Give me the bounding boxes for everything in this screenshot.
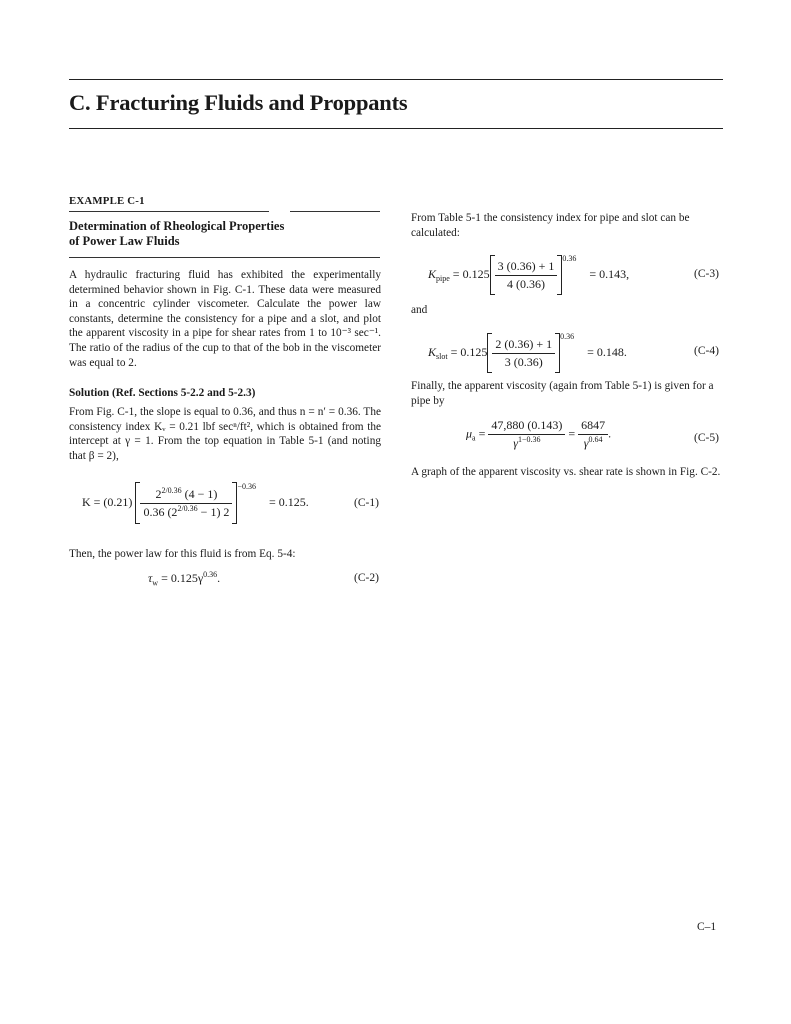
example-title-line2: of Power Law Fluids <box>69 234 180 248</box>
example-label: EXAMPLE C-1 <box>69 195 145 207</box>
example-title <box>69 219 284 249</box>
c5-fraction-1: $\frac{47,880 (0.143)}{\gamma^{1-0.36}}$ <box>488 418 565 451</box>
c5-fraction-2: $\frac{6847}{\gamma^{0.64}}$ <box>578 418 608 451</box>
equation-c4: $K_{slot} = 0.125$ $\frac{2 (0.36) + 1}{3 (0.36)}$ $^{0.36}$ = 0.148. <box>428 333 627 373</box>
title-underline-rule <box>69 128 723 129</box>
problem-statement: A hydraulic fracturing fluid has exhibited the experimentally determined behavior shown in Fig. C-1. These data were measured in a concentric cylinder viscometer. Calculate the power law constants, determine the consistency for a pipe and a slot, and plot the apparent viscosity in a pipe for shear rates from 1 to 10⁻³ sec⁻¹. The ratio of the radius of the cup to that of the bob in the viscometer was equal to 2. <box>69 269 381 369</box>
c1-label: (C-1) <box>354 497 379 509</box>
c1-rhs: = 0.125. <box>268 494 309 509</box>
top-rule <box>69 79 723 80</box>
graph-note: A graph of the apparent viscosity vs. shear rate is shown in Fig. C-2. <box>411 466 721 478</box>
viscosity-intro: Finally, the apparent viscosity (again from Table 5-1) is given for a pipe by <box>411 380 714 407</box>
c3-fraction: $\frac{3 (0.36) + 1}{4 (0.36)}$ <box>495 259 558 292</box>
example-title-line1: Determination of Rheological Properties <box>69 219 285 233</box>
c4-label: (C-4) <box>694 345 719 357</box>
and-text: and <box>411 304 428 316</box>
page-number: C–1 <box>697 921 717 933</box>
equation-c3: $K_{pipe} = 0.125$ $\frac{3 (0.36) + 1}{4 (0.36)}$ $^{0.36}$ = 0.143, <box>428 255 629 295</box>
c1-outer-exponent: −0.36 <box>237 481 256 491</box>
c4-fraction: $\frac{2 (0.36) + 1}{3 (0.36)}$ <box>492 337 555 370</box>
c1-fraction: $\frac{2^{2/0.36} (4 - 1)}{0.36 (2^{2/0.36} - 1) 2}$ <box>140 487 232 520</box>
c5-label: (C-5) <box>694 432 719 444</box>
chapter-title: C. Fracturing Fluids and Proppants <box>69 90 408 115</box>
example-rule-left <box>69 211 269 212</box>
example-title-rule <box>69 257 380 258</box>
solution-text: From Fig. C-1, the slope is equal to 0.36, and thus n = n′ = 0.36. The consistency index Kᵥ = 0.21 lbf secⁿ/ft², which is obtained from the intercept at γ = 1. From the top equation in Table 5-1 (and noting that β = 2), <box>69 406 381 462</box>
equation-c2: $\tau_w = 0.125\gamma^{0.36}$. <box>148 570 221 588</box>
consistency-intro: From Table 5-1 the consistency index for pipe and slot can be calculated: <box>411 212 690 239</box>
c3-label: (C-3) <box>694 268 719 280</box>
equation-c5: $\mu_a$ = $\frac{47,880 (0.143)}{\gamma^{1-0.36}}$ = $\frac{6847}{\gamma^{0.64}}$ . <box>466 418 612 450</box>
solution-heading: Solution (Ref. Sections 5-2.2 and 5-2.3) <box>69 387 256 399</box>
power-law-intro: Then, the power law for this fluid is from Eq. 5-4: <box>69 548 296 560</box>
c1-lhs: K = (0.21) <box>82 494 133 509</box>
example-rule-right <box>290 211 380 212</box>
c2-label: (C-2) <box>354 572 379 584</box>
equation-c1 <box>82 482 309 524</box>
